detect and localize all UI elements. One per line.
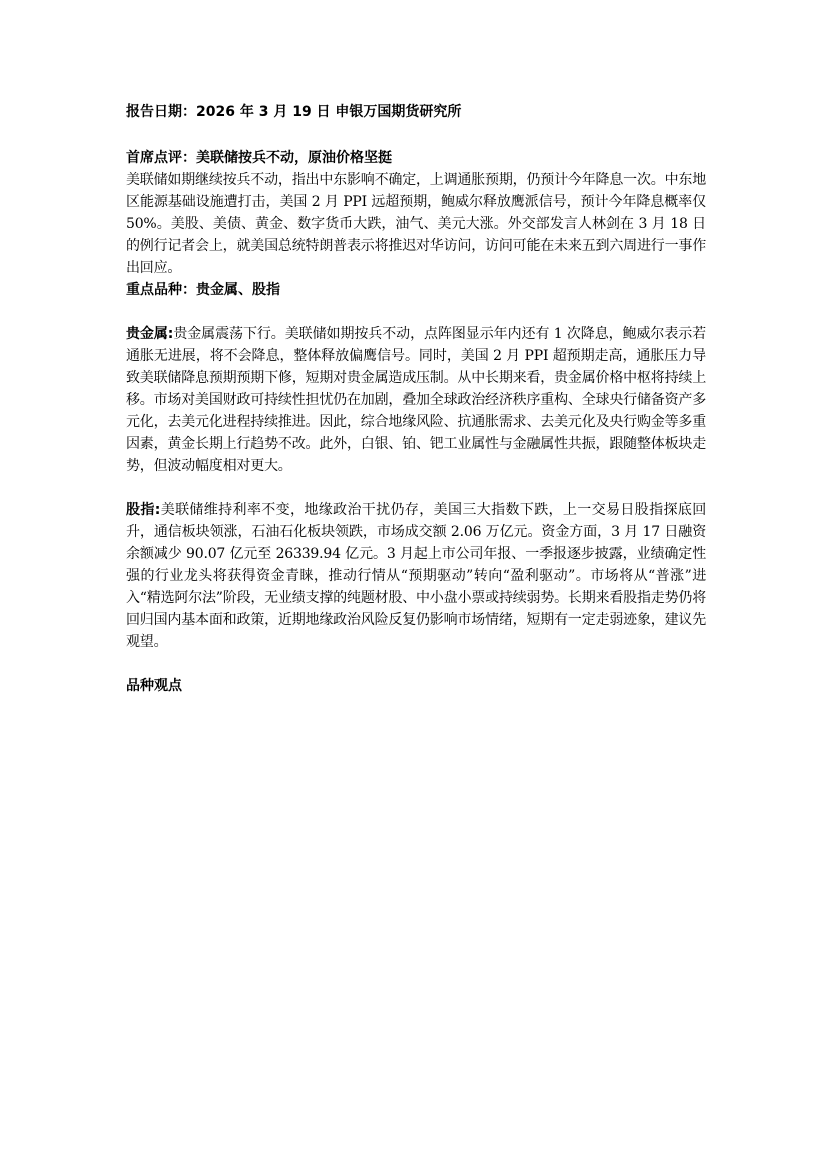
spacer xyxy=(126,653,706,675)
spacer xyxy=(126,123,706,147)
stock-index-body: 美联储维持利率不变，地缘政治干扰仍存，美国三大指数下跌，上一交易日股指探底回升，通信板块领涨，石油石化板块领跌，市场成交额 2.06 万亿元。资金方面，3 月 17 日融资余额减少 90.07 亿元至 26339.94 亿元。3 月起上市公司年报、一季报逐步披露，业绩确定性强的行业龙头将获得资金青睐，推动行情从“预期驱动”转向“盈利驱动”。市场将从“普涨”进入“精选阿尔法”阶段，无业绩支撑的纯题材股、中小盘小票或持续弱势。长期来看股指走势仍将回归国内基本面和政策，近期地缘政治风险反复仍影响市场情绪，短期有一定走弱迹象，建议先观望。 xyxy=(126,502,707,650)
stock-index-paragraph xyxy=(126,499,706,653)
chief-comment-title: 首席点评：美联储按兵不动，原油价格坚挺 xyxy=(126,150,392,166)
spacer xyxy=(126,301,706,323)
key-varieties-title: 重点品种：贵金属、股指 xyxy=(126,282,280,298)
variety-views-title: 品种观点 xyxy=(126,678,182,694)
document-content xyxy=(126,101,706,697)
chief-comment-body: 美联储如期继续按兵不动，指出中东影响不确定，上调通胀预期，仍预计今年降息一次。中东地区能源基础设施遭打击，美国 2 月 PPI 远超预期，鲍威尔释放鹰派信号，预计今年降息概率仅 50%。美股、美债、黄金、数字货币大跌，油气、美元大涨。外交部发言人林剑在 3 月 18 日的例行记者会上，就美国总统特朗普表示将推迟对华访问，访问可能在未来五到六周进行一事作出回应。 xyxy=(126,172,706,276)
report-date-line: 报告日期：2026 年 3 月 19 日 申银万国期货研究所 xyxy=(126,104,462,120)
stock-index-label: 股指: xyxy=(126,502,161,518)
precious-metals-paragraph xyxy=(126,323,706,477)
precious-metals-label: 贵金属: xyxy=(126,326,174,342)
spacer xyxy=(126,477,706,499)
precious-metals-body: 贵金属震荡下行。美联储如期按兵不动，点阵图显示年内还有 1 次降息，鲍威尔表示若通胀无进展，将不会降息，整体释放偏鹰信号。同时，美国 2 月 PPI 超预期走高，通胀压力导致美联储降息预期预期下修，短期对贵金属造成压制。从中长期来看，贵金属价格中枢将持续上移。市场对美国财政可持续性担忧仍在加剧，叠加全球政治经济秩序重构、全球央行储备资产多元化，去美元化进程持续推进。因此，综合地缘风险、抗通胀需求、去美元化及央行购金等多重因素，黄金长期上行趋势不改。此外，白银、铂、钯工业属性与金融属性共振，跟随整体板块走势，但波动幅度相对更大。 xyxy=(126,326,706,474)
